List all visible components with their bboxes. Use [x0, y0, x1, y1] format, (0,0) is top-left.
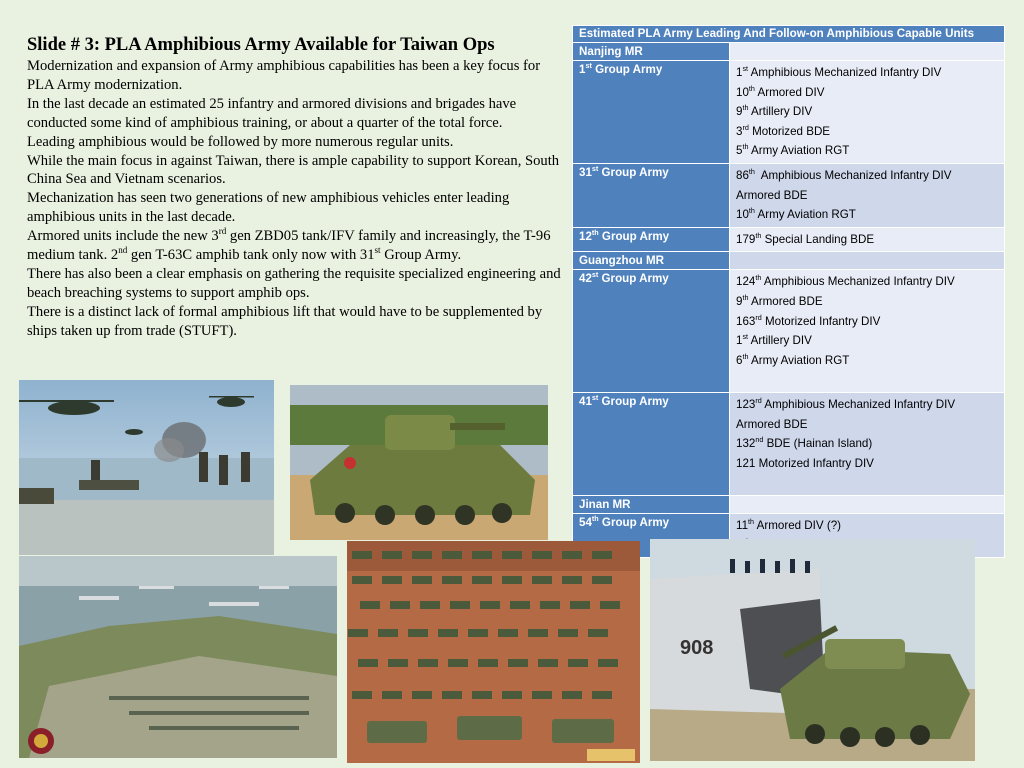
- paragraph-training: In the last decade an estimated 25 infantry and armored divisions and brigades have conducted some kind of amphibious training, or about a quarter of the total force.: [27, 95, 517, 131]
- unit-list: [730, 392, 1005, 495]
- paragraph-engineering: There has also been a clear emphasis on gathering the requisite specialized engineering and beach breaching systems to support amphib ops.: [27, 265, 561, 301]
- group-label: 12th Group Army: [573, 227, 730, 252]
- unit-item: 1st Amphibious Mechanized Infantry DIV: [736, 64, 942, 79]
- tank-landing-ship-photo: [650, 539, 975, 761]
- table-header: Estimated PLA Army Leading And Follow-on Amphibious Capable Units: [573, 26, 1005, 43]
- unit-list: [730, 163, 1005, 227]
- unit-item: Armored BDE: [736, 188, 808, 202]
- region-row-jinan: [573, 495, 1005, 513]
- group-row-41st: [573, 392, 1005, 495]
- group-label: 42st Group Army: [573, 270, 730, 393]
- unit-item: 9th Armored BDE: [736, 293, 823, 308]
- amphibious-ifv-photo: [290, 385, 548, 540]
- group-row-42nd: [573, 270, 1005, 393]
- paragraph-lift: There is a distinct lack of formal amphibious lift that would have to be supplemented by ships taken up from trade (STUFT).: [27, 303, 543, 339]
- units-table: [572, 25, 1005, 558]
- unit-item: 1st Artillery DIV: [736, 332, 812, 348]
- unit-item: 11th Armored DIV (?): [736, 517, 842, 532]
- unit-item: 6th Army Aviation RGT: [736, 351, 850, 367]
- group-label: 1st Group Army: [573, 61, 730, 164]
- table-header-row: [573, 26, 1005, 43]
- paragraph-follow-on: Leading amphibious would be followed by more numerous regular units.: [27, 133, 454, 150]
- unit-item: Armored BDE: [736, 417, 808, 431]
- unit-item: 3rd Motorized BDE: [736, 122, 831, 138]
- armored-vehicle-formation-photo: [347, 541, 640, 763]
- unit-item: 132nd BDE (Hainan Island): [736, 435, 873, 451]
- region-label: Jinan MR: [573, 495, 730, 513]
- region-row-nanjing: [573, 43, 1005, 61]
- unit-item: 10th Armored DIV: [736, 83, 825, 99]
- unit-item: 5th Army Aviation RGT: [736, 142, 850, 158]
- paragraph-mechanization: Mechanization has seen two generations of new amphibious vehicles enter leading amphibious units in the last decade.: [27, 190, 510, 226]
- unit-list: [730, 270, 1005, 393]
- group-label: 31st Group Army: [573, 163, 730, 227]
- slide-text: [27, 34, 567, 341]
- group-label: 54th Group Army: [573, 513, 730, 557]
- svg-text:908: 908: [680, 637, 714, 659]
- group-label: 41st Group Army: [573, 392, 730, 495]
- unit-item: 163rd Motorized Infantry DIV: [736, 312, 881, 328]
- region-row-guangzhou: [573, 252, 1005, 270]
- naval-base-aerial-photo: [19, 556, 337, 758]
- unit-item: 123rd Amphibious Mechanized Infantry DIV: [736, 396, 956, 411]
- slide-title: Slide # 3: PLA Amphibious Army Available for Taiwan Ops: [27, 35, 495, 55]
- unit-item: 10th Army Aviation RGT: [736, 206, 856, 222]
- unit-item: 179th Special Landing BDE: [736, 230, 875, 246]
- paragraph-armored: Armored units include the new 3rd gen ZBD05 tank/IFV family and increasingly, the T-96 medium tank. 2nd gen T-63C amphib tank only now with 31st Group Army.: [27, 226, 551, 264]
- paragraph-modernization: Modernization and expansion of Army amphibious capabilities has been a key focus for PLA Army modernization.: [27, 58, 541, 93]
- unit-item: 9th Artillery DIV: [736, 103, 813, 119]
- unit-item: 124th Amphibious Mechanized Infantry DIV: [736, 273, 955, 289]
- unit-list: [730, 61, 1005, 164]
- paragraph-scenarios: While the main focus in against Taiwan, there is ample capability to support Korean, South China Sea and Vietnam scenarios.: [27, 152, 560, 188]
- unit-item: 121 Motorized Infantry DIV: [736, 456, 874, 470]
- region-label: Nanjing MR: [573, 43, 730, 61]
- unit-list: [730, 227, 1005, 252]
- group-row-12th: [573, 227, 1005, 252]
- group-row-1st: [573, 61, 1005, 164]
- region-label: Guangzhou MR: [573, 252, 730, 270]
- group-row-31st: [573, 163, 1005, 227]
- beach-landing-helicopters-photo: [19, 380, 274, 555]
- unit-item: 86th Amphibious Mechanized Infantry DIV: [736, 167, 952, 182]
